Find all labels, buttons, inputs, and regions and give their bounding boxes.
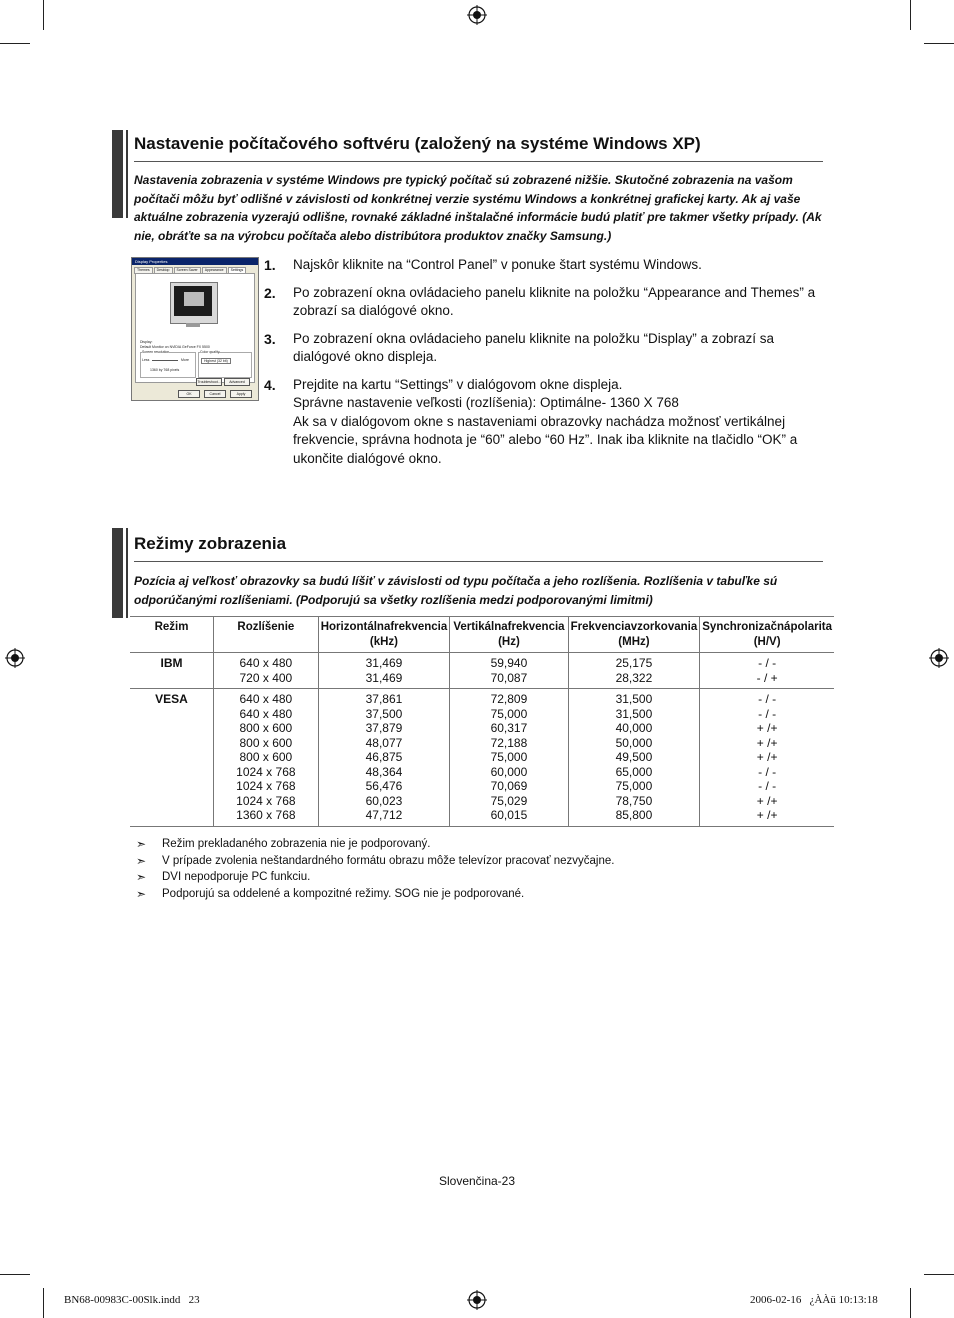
section-title: Nastavenie počítačového softvéru (založený na systéme Windows XP) <box>134 134 701 153</box>
display-properties-screenshot <box>131 257 259 401</box>
cell-value: + /+ <box>756 808 778 822</box>
cell-value: 72,809 <box>490 692 528 706</box>
cell-value: 50,000 <box>615 735 653 750</box>
cell-value: 70,087 <box>490 670 528 685</box>
window-title: Display Properties <box>132 258 258 265</box>
monitor-icon <box>170 282 218 324</box>
resolution-group-label: Screen resolution <box>142 350 170 354</box>
color-quality-label: Color quality <box>200 350 220 354</box>
cell-value: 1360 x 768 <box>236 808 296 822</box>
crop-mark <box>0 1274 30 1275</box>
cell-value: 60,023 <box>365 793 403 808</box>
section-bar <box>126 130 128 218</box>
step-text <box>293 284 824 321</box>
column-header-resolution: Rozlíšenie <box>214 617 319 653</box>
note-item <box>136 836 614 853</box>
tab-screen-saver: Screen Saver <box>174 267 201 274</box>
color-quality-value: Highest (32 bit) <box>201 358 231 364</box>
cell-value: - / - <box>758 779 777 793</box>
cell-value: 720 x 400 <box>239 670 293 685</box>
tab-desktop: Desktop <box>154 267 173 274</box>
cell-resolution <box>214 653 319 689</box>
cell-value: 31,469 <box>365 656 403 670</box>
steps-list <box>264 256 824 477</box>
cell-polarity <box>700 653 834 689</box>
cell-value: 800 x 600 <box>239 721 293 735</box>
cell-value: 60,000 <box>490 764 528 779</box>
cell-value: 31,500 <box>615 706 653 721</box>
tab-themes: Themes <box>134 267 153 274</box>
cell-value: 28,322 <box>615 670 653 685</box>
crop-mark <box>910 0 911 30</box>
cell-value: 49,500 <box>615 750 653 764</box>
cell-value: 1024 x 768 <box>236 779 296 793</box>
cell-value: 25,175 <box>615 656 653 670</box>
section-intro: Pozícia aj veľkosť obrazovky sa budú líšiť v závislosti od typu počítača a jeho rozlíšenia. Rozlíšenia v tabuľke sú odporúčanými rozlíšeniami. (Podporujú sa všetky rozlíšenia medzi podporovanými limitmi) <box>134 574 778 607</box>
registration-mark-icon <box>5 648 25 668</box>
step-number: 3. <box>264 330 276 347</box>
cell-h-freq <box>318 653 450 689</box>
step-text <box>293 256 824 275</box>
arrow-icon: ➣ <box>136 886 147 901</box>
tab-appearance: Appearance <box>202 267 227 274</box>
cell-value: 37,500 <box>365 706 403 721</box>
cell-resolution <box>214 689 319 827</box>
note-item <box>136 886 614 903</box>
table-row <box>130 653 834 689</box>
cell-value: 70,069 <box>490 779 528 793</box>
cell-v-freq <box>450 689 568 827</box>
apply-button: Apply <box>230 390 252 398</box>
column-header-pixel-clock: Frekvenciavzorkovania (MHz) <box>568 617 700 653</box>
section-intro: Nastavenia zobrazenia v systéme Windows pre typický počítač sú zobrazené nižšie. Skutočné zobrazenia na vašom počítači môžu byť odlišné v závislosti od konkrétnej verzie systému Windows a konkrétnej grafickej karty. Ak aj vaše aktuálne zobrazenia vyzerajú odlišne, rovnaké základné inštalačné informácie budú platiť pre takmer všetky prípady. (Ak nie, obráťte sa na výrobcu počítača alebo distribútora produktov značky Samsung.) <box>134 173 822 243</box>
resolution-group <box>140 352 196 378</box>
cell-h-freq <box>318 689 450 827</box>
cell-mode: VESA <box>130 689 214 827</box>
step-number: 4. <box>264 376 276 393</box>
cell-value: + /+ <box>756 735 778 750</box>
tab-settings: Settings <box>228 267 247 274</box>
crop-mark <box>43 1288 44 1318</box>
color-quality-group <box>198 352 252 378</box>
section-title: Režimy zobrazenia <box>134 534 287 553</box>
cell-value: 640 x 480 <box>239 656 293 670</box>
cell-value: 75,000 <box>490 750 528 764</box>
settings-pane <box>135 273 255 383</box>
cell-value: 78,750 <box>615 793 653 808</box>
cell-value: - / - <box>758 656 777 670</box>
cell-value: 40,000 <box>615 721 653 735</box>
note-text: V prípade zvolenia neštandardného formátu obrazu môže televízor pracovať nezvyčajne. <box>162 854 615 867</box>
step-line: Správne nastavenie veľkosti (rozlíšenia): Optimálne- 1360 X 768 <box>293 395 679 410</box>
step-line: Ak sa v dialógovom okne s nastaveniami obrazovky nachádza možnosť vertikálnej frekvencie, správna hodnota je “60” alebo “60 Hz”. Inak iba kliknite na tlačidlo “OK” a ukončite dialógové okno. <box>293 413 798 466</box>
cell-pixel-clock <box>568 689 700 827</box>
step-item <box>264 284 824 321</box>
step-number: 2. <box>264 284 276 301</box>
monitor-stand <box>186 323 200 327</box>
table-row <box>130 689 834 827</box>
arrow-icon: ➣ <box>136 837 147 851</box>
step-line: Po zobrazení okna ovládacieho panelu kliknite na položku “Display” a zobrazí sa dialógové okno displeja. <box>293 330 775 364</box>
crop-mark <box>43 0 44 30</box>
note-item <box>136 869 614 886</box>
cell-value: 31,500 <box>615 692 653 706</box>
step-text <box>293 376 824 469</box>
cell-value: - / + <box>756 670 778 685</box>
step-line: Najskôr kliknite na “Control Panel” v ponuke štart systému Windows. <box>293 257 702 272</box>
cell-v-freq <box>450 653 568 689</box>
column-header-polarity: Synchronizačnápolarita (H/V) <box>700 617 834 653</box>
title-rule <box>134 561 823 562</box>
print-slug-file: BN68-00983C-00Slk.indd 23 <box>64 1294 200 1306</box>
step-item <box>264 376 824 469</box>
step-line: Po zobrazení okna ovládacieho panelu kliknite na položku “Appearance and Themes” a zobrazí sa dialógové okno. <box>293 284 816 318</box>
page-number: Slovenčina-23 <box>438 1174 516 1188</box>
crop-mark <box>0 43 30 44</box>
cell-value: 37,861 <box>365 692 403 706</box>
cell-value: 75,029 <box>490 793 528 808</box>
advanced-button: Advanced <box>224 378 250 386</box>
less-label: Less <box>142 358 150 362</box>
section-bar <box>126 528 128 618</box>
cell-value: 59,940 <box>490 656 528 670</box>
crop-mark <box>924 1274 954 1275</box>
table-header-row <box>130 617 834 653</box>
registration-mark-icon <box>929 648 949 668</box>
cell-value: 75,000 <box>490 706 528 721</box>
cell-pixel-clock <box>568 653 700 689</box>
column-header-h-freq: Horizontálnafrekvencia (kHz) <box>318 617 450 653</box>
note-text: Režim prekladaného zobrazenia nie je podporovaný. <box>162 838 431 850</box>
cell-value: + /+ <box>756 721 778 735</box>
registration-mark-icon <box>467 5 487 25</box>
step-text <box>293 330 824 367</box>
display-value: Default Monitor on NVIDIA GeForce FX 5500 <box>140 345 210 349</box>
arrow-icon: ➣ <box>136 870 147 884</box>
cell-value: 60,317 <box>490 721 528 735</box>
cell-value: 47,712 <box>365 808 403 822</box>
cell-value: 60,015 <box>490 808 528 822</box>
step-item <box>264 330 824 367</box>
ok-button: OK <box>178 390 200 398</box>
section-bar <box>112 130 123 218</box>
column-header-v-freq: Vertikálnafrekvencia (Hz) <box>450 617 568 653</box>
arrow-icon: ➣ <box>136 853 147 868</box>
cell-value: + /+ <box>756 750 778 764</box>
cell-value: 56,476 <box>365 779 403 793</box>
section-bar <box>112 528 123 618</box>
cell-value: 48,077 <box>365 735 403 750</box>
cell-value: 46,875 <box>365 750 403 764</box>
resolution-slider <box>152 360 178 361</box>
registration-mark-icon <box>467 1290 487 1310</box>
display-label: Display: <box>140 340 153 344</box>
note-text: DVI nepodporuje PC funkciu. <box>162 871 311 883</box>
cell-value: 31,469 <box>365 670 403 685</box>
step-item <box>264 256 824 275</box>
cell-value: 65,000 <box>615 764 653 779</box>
cell-value: 85,800 <box>615 808 653 822</box>
crop-mark <box>924 43 954 44</box>
cell-value: 72,188 <box>490 735 528 750</box>
cell-value: 1024 x 768 <box>236 764 296 779</box>
step-number: 1. <box>264 257 276 273</box>
cell-value: - / - <box>758 706 777 721</box>
cell-value: - / - <box>758 764 777 779</box>
cell-value: 640 x 480 <box>239 706 293 721</box>
cell-polarity <box>700 689 834 827</box>
cell-value: 800 x 600 <box>239 735 293 750</box>
title-rule <box>134 161 823 162</box>
cell-value: 1024 x 768 <box>236 793 296 808</box>
step-line: Prejdite na kartu “Settings” v dialógovom okne displeja. <box>293 376 623 392</box>
resolution-value: 1360 by 768 pixels <box>150 368 180 372</box>
crop-mark <box>910 1288 911 1318</box>
cell-value: 75,000 <box>615 779 653 793</box>
display-modes-table <box>130 616 834 827</box>
cell-value: 800 x 600 <box>239 750 293 764</box>
cell-value: 640 x 480 <box>239 692 293 706</box>
print-slug-date: 2006-02-16 ¿ÀÀü 10:13:18 <box>750 1294 878 1306</box>
note-item <box>136 853 614 870</box>
more-label: More <box>181 358 189 362</box>
cancel-button: Cancel <box>204 390 226 398</box>
cell-mode: IBM <box>130 653 214 689</box>
cell-value: 37,879 <box>365 721 403 735</box>
troubleshoot-button: Troubleshoot... <box>197 380 221 384</box>
cell-value: 48,364 <box>365 764 403 779</box>
column-header-mode: Režim <box>130 617 214 653</box>
cell-value: - / - <box>758 692 777 706</box>
notes-list <box>136 836 614 902</box>
cell-value: + /+ <box>756 793 778 808</box>
note-text: Podporujú sa oddelené a kompozitné režimy. SOG nie je podporované. <box>162 887 525 900</box>
